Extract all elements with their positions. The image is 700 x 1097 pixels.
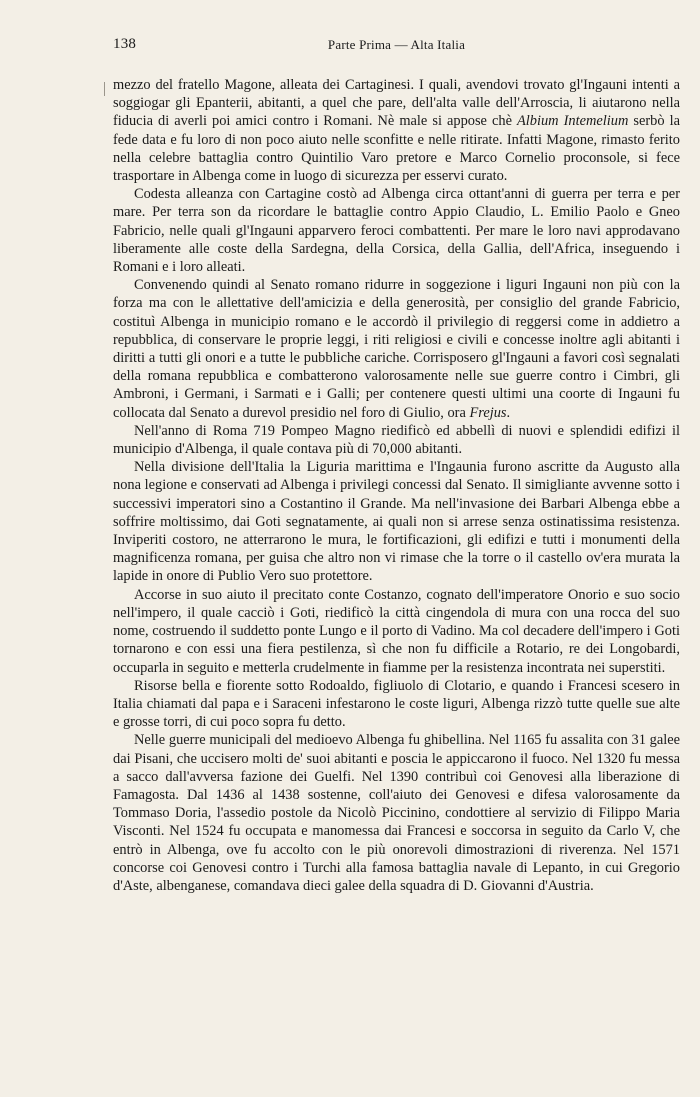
text-run: . xyxy=(506,404,511,421)
paragraph xyxy=(113,276,680,422)
italic-text: Frejus xyxy=(469,404,507,421)
text-run: Codesta alleanza con Cartagine costò ad Albenga circa ottant'anni di guerra per terra e per mare. Per terra son da ricordare le battaglie contro Appio Claudio, L. Emilio Paolo e Gneo Fabricio, nelle quali gl'Ingauni apparvero feroci combattenti. Per mare le loro navi approdavano liberamente alle coste della Sardegna, della Corsica, della Gallia, dell'Africa, inseguendo i Romani e i loro alleati. xyxy=(113,186,680,276)
text-run: mezzo del fratello Magone, alleata dei Cartaginesi. I quali, avendovi trovato gl'Ingauni intenti a soggiogar gli Epanterii, abitanti, a quel che pare, dell'alta valle dell'Arroscia, li aiutarono nella fiducia di averli poi amici contro i Romani. Nè male si appose chè xyxy=(113,77,680,130)
text-run: Convenendo quindi al Senato romano ridurre in soggezione i liguri Ingauni non più con la forza ma con le allettative dell'amicizia e della generosità, per consiglio del grande Fabricio, costituì Albenga in municipio romano e le accordò il privilegio di reggersi come in addietro a repubblica, di conservare le proprie leggi, i riti religiosi e civili e concesse inoltre agli abitanti i diritti a tutti gli onori e a tutte le pubbliche cariche. Corrisposero gl'Ingauni a favori così segnalati della romana repubblica e combatterono valorosamente nelle sue guerre contro i Cimbri, gli Ambroni, i Germani, i Sarmati e i Galli; per contenere questi ultimi una coorte di Ingauni fu collocata dal Senato a durevol presidio nel foro di Giulio, ora xyxy=(113,277,680,421)
body-text xyxy=(113,76,680,895)
margin-mark xyxy=(104,82,105,96)
text-run: serbò la fede data e fu loro di non poco aiuto nelle sconfitte e nelle ritirate. Infatti Magone, rimasto ferito nella celebre battaglia contro Quintilio Varo pretore e Marco Cornelio proconsole, si fece trasportare in Albenga come in luogo di sicurezza per esservi curato. xyxy=(113,113,680,185)
paragraph xyxy=(113,731,680,895)
paragraph xyxy=(113,76,680,185)
text-run: Accorse in suo aiuto il precitato conte Costanzo, cognato dell'imperatore Onorio e suo socio nell'impero, il quale cacciò i Goti, riedificò la città cingendola di mura con una rocca del suo nome, costruendo il suddetto ponte Lungo e il porto di Vadino. Ma col decadere dell'impero i Goti tornarono e con essi una fiera pestilenza, sì che non fu difficile a Rotario, re dei Longobardi, occuparla in seguito e metterla crudelmente in fiamme per la resistenza incontrata nei superstiti. xyxy=(113,586,680,676)
paragraph xyxy=(113,586,680,677)
text-run: Nella divisione dell'Italia la Liguria marittima e l'Ingaunia furono ascritte da Augusto alla nona legione e conservati ad Albenga i privilegi concessi dal Senato. Il simigliante avvenne sotto i successivi imperatori sino a Costantino il Grande. Ma nell'invasione dei Barbari Albenga ebbe a soffrire moltissimo, dai Goti segnatamente, ai quali non si arrese senza ostinatissima resistenza. Inviperiti costoro, ne atterrarono le mura, le fortificazioni, gli edifizi e tutti i monumenti della magnificenza romana, per guisa che altro non vi rimase che la torre o il castello ov'era murata la lapide in onore di Publio Vero suo protettore. xyxy=(113,459,680,585)
text-run: Risorse bella e fiorente sotto Rodoaldo, figliuolo di Clotario, e quando i Francesi scesero in Italia chiamati dal papa e i Saraceni infestarono le coste liguri, Albenga rizzò tutte quelle sue alte e grosse torri, di cui poco sopra fu detto. xyxy=(113,677,680,731)
paragraph xyxy=(113,185,680,276)
paragraph xyxy=(113,677,680,732)
text-run: Nell'anno di Roma 719 Pompeo Magno riedificò ed abbellì di nuovi e splendidi edifizi il municipio d'Albenga, il quale contava più di 70,000 abitanti. xyxy=(113,422,680,458)
running-head xyxy=(113,36,680,56)
paragraph xyxy=(113,422,680,458)
page-number: 138 xyxy=(113,36,137,52)
italic-text: Albium Intemelium xyxy=(517,113,629,130)
running-title: Parte Prima — Alta Italia xyxy=(327,37,466,52)
paragraph xyxy=(113,458,680,585)
text-run: Nelle guerre municipali del medioevo Albenga fu ghibellina. Nel 1165 fu assalita con 31 galee dai Pisani, che uccisero molti de' suoi abitanti e poscia le appiccarono il fuoco. Nel 1320 fu messa a sacco dall'avversa fazione dei Guelfi. Nel 1390 contribuì coi Genovesi alla liberazione di Famagosta. Dal 1436 al 1438 sostenne, coll'aiuto dei Genovesi e difesa valorosamente da Tommaso Doria, l'assedio postole da Nicolò Piccinino, condottiere al servizio di Filippo Maria Visconti. Nel 1524 fu occupata e manomessa dai Francesi e soccorsa in seguito da Carlo V, che entrò in Albenga, ove fu accolto con le più onorevoli dimostrazioni di riverenza. Nel 1571 concorse coi Genovesi contro i Turchi alla famosa battaglia navale di Lepanto, in cui Gregorio d'Aste, albenganese, comandava dieci galee della squadra di D. Giovanni d'Austria. xyxy=(113,732,680,894)
